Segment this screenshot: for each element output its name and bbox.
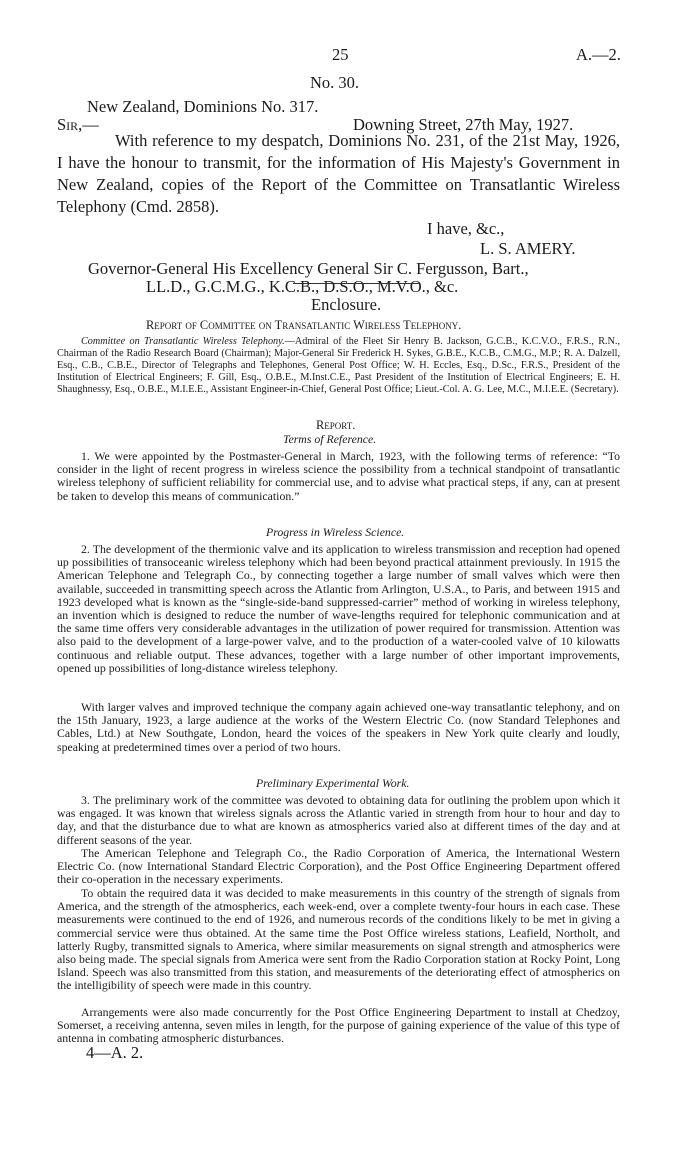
signature-mark: 4—A. 2. <box>86 1043 144 1062</box>
paragraph-text: The American Telephone and Telegraph Co., the Radio Corporation of America, the International Western Electric Co. (now International Standard Electric Corporation), and the Post Office Engineering Department offered their co-operation in the necessary experiments. <box>57 846 620 887</box>
paragraph-text: To obtain the required data it was decided to make measurements in this country of the strength of signals from America, and the strength of the atmospherics, each week-end, over a complete twenty-four hours in each case. These measurements were continued to the end of 1926, and numerous records of the conditions likely to be met in giving a commercial service were thus obtained. At the same time the Post Office wireless stations, Leafield, Northolt, and latterly Rugby, transmitted signals to America, where similar measurements on signal strength and atmospherics were also being made. The special signals from America were sent from the Radio Corporation station at Rocky Point, Long Island. Speech was also transmitted from this station, and measurements of the deteriorating effect of atmospherics on the intelligibility of speech were made in this country. <box>57 886 620 993</box>
place-date: Downing Street, 27th May, 1927. <box>353 115 574 134</box>
section-title: Terms of Reference. <box>283 432 377 446</box>
section-title: Progress in Wireless Science. <box>266 525 405 539</box>
committee-members <box>57 336 620 396</box>
addressee-line-1: Governor-General His Excellency General Sir C. Fergusson, Bart., <box>88 259 529 278</box>
salutation: Sir,— <box>57 115 99 134</box>
section-paragraph <box>57 887 620 993</box>
report-title-text: Report of Committee on Transatlantic Wireless Telephony. <box>146 318 462 332</box>
paragraph-text: 1. We were appointed by the Postmaster-General in March, 1923, with the following terms of reference: “To consider in the light of recent progress in wireless science the possibility from a technical standpoint of transatlantic wireless telephony of sufficient reliability for commercial use, and to advise what practical steps, if any, can at present be taken to develop this means of communication.” <box>57 449 620 503</box>
section-paragraph <box>57 1006 620 1046</box>
despatch-body-text: With reference to my despatch, Dominions No. 231, of the 21st May, 1926, I have the honour to transmit, for the information of His Majesty's Government in New Zealand, copies of the Report of the Committee on Transatlantic Wireless Telephony (Cmd. 2858). <box>57 131 620 216</box>
section-paragraph <box>57 543 620 675</box>
section-paragraph <box>57 701 620 754</box>
section-divider <box>293 283 419 284</box>
despatch-series: New Zealand, Dominions No. 317. <box>87 97 319 116</box>
section-paragraph <box>57 794 620 847</box>
section-paragraph <box>57 847 620 887</box>
paragraph-text: 3. The preliminary work of the committee was devoted to obtaining data for outlining the problem upon which it was engaged. It was known that wireless signals across the Atlantic varied in strength from hour to hour and day to day, and that the disturbance due to what are known as atmospherics varied also at different times of the day and at different seasons of the year. <box>57 793 620 847</box>
committee-label: Committee on Transatlantic Wireless Telephony. <box>81 336 285 347</box>
section-title: Preliminary Experimental Work. <box>256 776 410 790</box>
report-title <box>146 318 461 333</box>
section-paragraph <box>57 450 620 503</box>
report-heading <box>316 418 355 433</box>
committee-member-list: —Admiral of the Fleet Sir Henry B. Jackson, G.C.B., K.C.V.O., F.R.S., R.N., Chairman of the Radio Research Board (Chairman); Major-General Sir Frederick H. Sykes, G.B.E., K.C.B., C.M.G., M.P.; R. A. Dalzell, Esq., C.B., C.B.E., Director of Telegraphs and Telephones, General Post Office; W. H. Eccles, Esq., D.Sc., F.R.S., President of the Institution of Electrical Engineers; F. Gill, Esq., O.B.E., M.Inst.C.E., Past President of the Institution of Electrical Engineers; E. H. Shaughnessy, Esq., O.B.E., M.I.E.E., Assistant Engineer-in-Chief, General Post Office; Lieut.-Col. A. G. Lee, M.C., M.I.E.E. (Secretary). <box>57 336 621 395</box>
enclosure-heading: Enclosure. <box>311 295 382 314</box>
signature: L. S. AMERY. <box>480 239 576 258</box>
page-number: 25 <box>332 45 349 64</box>
paragraph-text: With larger valves and improved technique the company again achieved one-way transatlantic telephony, and on the 15th January, 1923, a large audience at the works of the Western Electric Co. (now Standard Telephones and Cables, Ltd.) at New Southgate, London, heard the voices of the speakers in New York quite clearly and loudly, speaking at predetermined times over a period of two hours. <box>57 700 620 754</box>
despatch-body <box>57 130 620 218</box>
paragraph-text: Arrangements were also made concurrently for the Post Office Engineering Department to install at Chedzoy, Somerset, a receiving antenna, seven miles in length, for the purpose of gaining experience of the value of this type of antenna in combating atmospheric disturbances. <box>57 1005 620 1046</box>
despatch-number: No. 30. <box>310 73 360 92</box>
addressee-line-2: LL.D., G.C.M.G., K.C.B., D.S.O., M.V.O., &c. <box>146 277 459 296</box>
closing: I have, &c., <box>427 219 505 238</box>
paragraph-text: 2. The development of the thermionic valve and its application to wireless transmission and reception had opened up possibilities of transoceanic wireless telephony which had been beyond practical attainment previously. In 1915 the American Telephone and Telegraph Co., by connecting together a large number of small valves which were then available, succeeded in transmitting speech across the Atlantic from Arlington, U.S.A., to Paris, and between 1915 and 1923 developed what is known as the “single-side-band suppressed-carrier” method of working in wireless telephony, an invention which is designed to reduce the number of wave-lengths required for telephonic communication and at the same time offers very considerable advantages in the utilization of power required for transmission. Attention was also paid to the development of a large-power valve, and to the production of a water-cooled valve of 10 kilowatts continuous and reliable output. These advances, together with a large number of other important improvements, opened up possibilities of long-distance wireless telephony. <box>57 542 620 675</box>
report-heading-text: Report. <box>316 418 356 432</box>
document-reference: A.—2. <box>576 45 621 64</box>
